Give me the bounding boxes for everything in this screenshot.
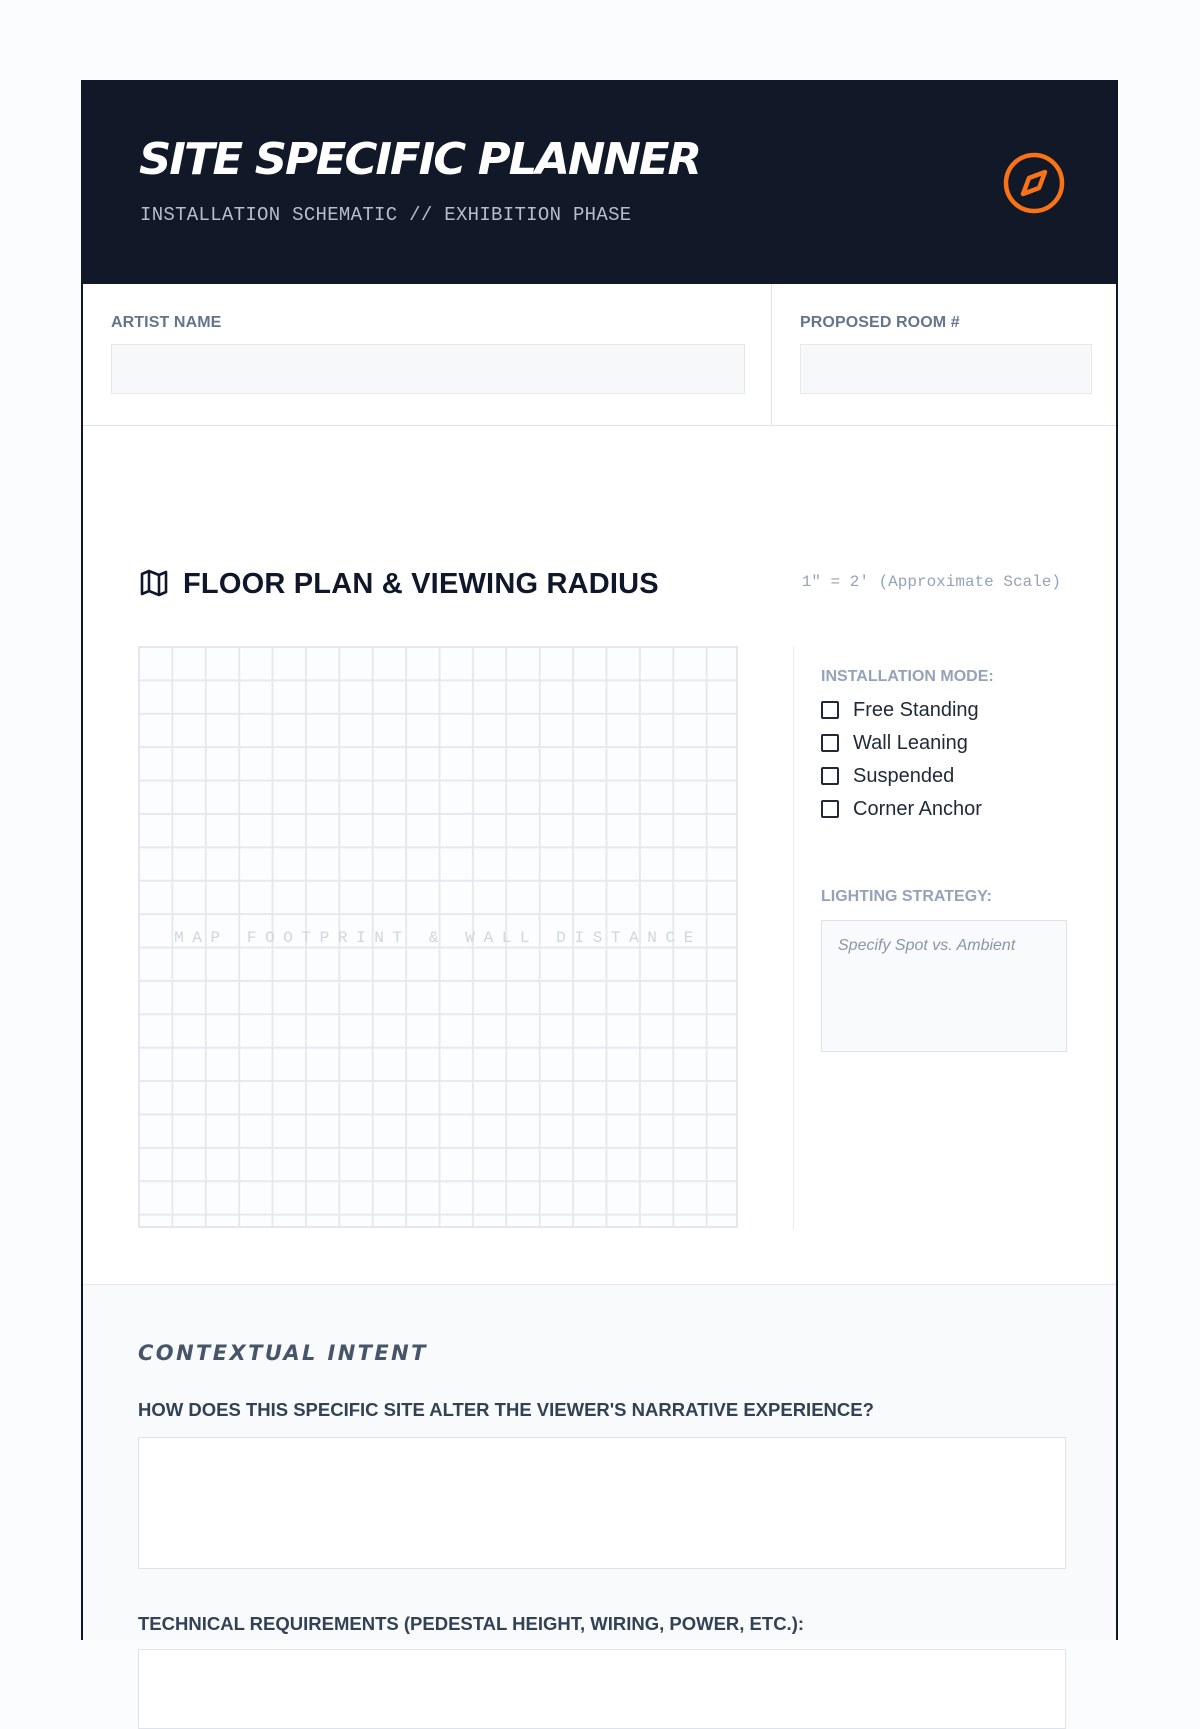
room-number-group xyxy=(772,284,1116,425)
mode-option-label: Wall Leaning xyxy=(853,731,968,754)
checkbox[interactable] xyxy=(821,767,839,785)
planner-sheet xyxy=(81,80,1118,1640)
checkbox[interactable] xyxy=(821,734,839,752)
lighting-strategy-label: LIGHTING STRATEGY: xyxy=(821,888,992,905)
mode-option-wall-leaning[interactable] xyxy=(821,731,968,755)
column-divider xyxy=(793,646,794,1230)
narrative-question-label: HOW DOES THIS SPECIFIC SITE ALTER THE VIEWER'S NARRATIVE EXPERIENCE? xyxy=(138,1399,874,1420)
scale-note: 1" = 2' (Approximate Scale) xyxy=(801,573,1061,591)
mode-option-suspended[interactable] xyxy=(821,764,954,788)
contextual-intent-title: CONTEXTUAL INTENT xyxy=(138,1341,428,1365)
room-number-field[interactable] xyxy=(800,344,1092,394)
mode-option-label: Free Standing xyxy=(853,698,979,721)
artist-name-group xyxy=(83,284,772,425)
checkbox[interactable] xyxy=(821,701,839,719)
mode-option-label: Suspended xyxy=(853,764,955,787)
lighting-placeholder: Specify Spot vs. Ambient xyxy=(838,937,1016,954)
lighting-strategy-field[interactable] xyxy=(821,920,1067,1052)
contextual-intent-section xyxy=(83,1284,1116,1640)
mode-option-corner-anchor[interactable] xyxy=(821,797,982,821)
floor-plan-title: FLOOR PLAN & VIEWING RADIUS xyxy=(183,568,659,600)
artist-name-label: ARTIST NAME xyxy=(111,314,222,331)
map-icon xyxy=(138,567,170,599)
room-number-label: PROPOSED ROOM # xyxy=(800,314,960,331)
artist-name-field[interactable] xyxy=(111,344,745,394)
identity-row xyxy=(83,284,1116,426)
technical-requirements-field[interactable] xyxy=(138,1649,1066,1729)
compass-icon xyxy=(1001,150,1067,216)
floor-plan-grid[interactable] xyxy=(138,646,738,1228)
grid-caption: MAP FOOTPRINT & WALL DISTANCE xyxy=(174,929,702,947)
page-subtitle: INSTALLATION SCHEMATIC // EXHIBITION PHASE xyxy=(140,204,632,226)
mode-option-label: Corner Anchor xyxy=(853,797,982,820)
header-banner xyxy=(83,80,1116,284)
mode-option-free-standing[interactable] xyxy=(821,698,979,722)
checkbox[interactable] xyxy=(821,800,839,818)
narrative-answer-field[interactable] xyxy=(138,1437,1066,1569)
page-title: SITE SPECIFIC PLANNER xyxy=(139,134,701,185)
installation-mode-label: INSTALLATION MODE: xyxy=(821,668,994,685)
technical-requirements-label: TECHNICAL REQUIREMENTS (PEDESTAL HEIGHT, WIRING, POWER, ETC.): xyxy=(138,1613,805,1634)
